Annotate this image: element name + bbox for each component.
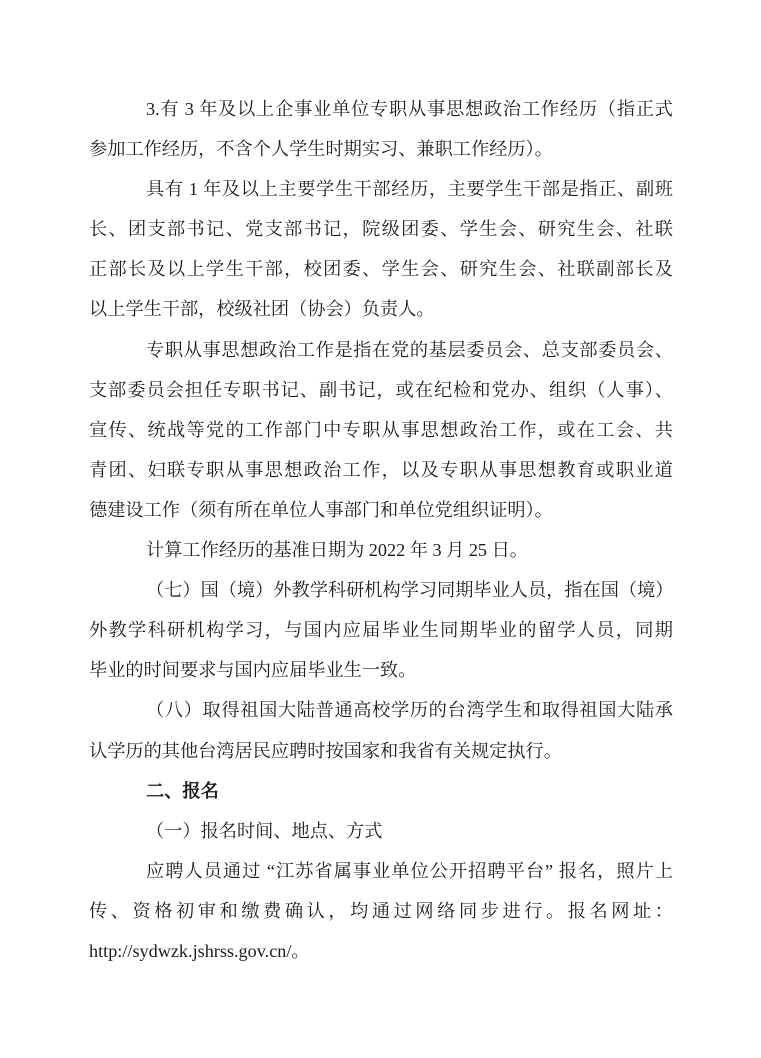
paragraph: [89, 690, 673, 770]
text-line: 具有 1 年及以上主要学生干部经历，主要学生干部是指正、副班: [146, 179, 673, 200]
text-line: 计算工作经历的基准日期为 2022 年 3 月 25 日。: [146, 540, 528, 561]
text-line: 专职从事思想政治工作是指在党的基层委员会、总支部委员会、: [146, 339, 673, 360]
subsection-heading: （一）报名时间、地点、方式: [146, 820, 383, 841]
text-line: 外教学科研机构学习，与国内应届毕业生同期毕业的留学人员，同期: [89, 620, 673, 641]
paragraph: [89, 811, 673, 851]
text-line: 长、团支部书记、党支部书记，院级团委、学生会、研究生会、社联: [89, 219, 673, 240]
text-line: 正部长及以上学生干部，校团委、学生会、研究生会、社联副部长及: [89, 259, 673, 280]
text-line: 支部委员会担任专职书记、副书记，或在纪检和党办、组织（人事）、: [89, 379, 673, 400]
text-line: 以上学生干部，校级社团（协会）负责人。: [89, 299, 435, 320]
paragraph: [89, 89, 673, 169]
text-line: 宣传、统战等党的工作部门中专职从事思想政治工作，或在工会、共: [89, 419, 673, 440]
text-line: （七）国（境）外教学科研机构学习同期毕业人员，指在国（境）: [146, 580, 674, 601]
text-line: （八）取得祖国大陆普通高校学历的台湾学生和取得祖国大陆承: [146, 700, 673, 721]
text-line: 毕业的时间要求与国内应届毕业生一致。: [89, 660, 417, 681]
paragraph: [89, 169, 673, 329]
text-line: 认学历的其他台湾居民应聘时按国家和我省有关规定执行。: [89, 740, 562, 761]
text-line: 青团、妇联专职从事思想政治工作，以及专职从事思想教育或职业道: [89, 459, 673, 480]
text-line: 3.有 3 年及以上企事业单位专职从事思想政治工作经历（指正式: [146, 99, 673, 119]
text-line: 参加工作经历，不含个人学生时期实习、兼职工作经历）。: [89, 139, 553, 160]
text-line: 传、资格初审和缴费确认，均通过网络同步进行。报名网址：: [89, 900, 673, 921]
paragraph: [89, 570, 673, 690]
section-heading: 二、报名: [146, 780, 219, 801]
registration-url: http://sydwzk.jshrss.gov.cn/。: [89, 940, 310, 961]
text-line: 德建设工作（须有所在单位人事部门和单位党组织证明）。: [89, 499, 553, 520]
paragraph: [89, 851, 673, 971]
document-body: [89, 89, 673, 971]
heading-paragraph: [89, 771, 673, 811]
text-line: 应聘人员通过 “江苏省属事业单位公开招聘平台” 报名，照片上: [146, 860, 673, 881]
paragraph: [89, 330, 673, 530]
paragraph: [89, 530, 673, 570]
